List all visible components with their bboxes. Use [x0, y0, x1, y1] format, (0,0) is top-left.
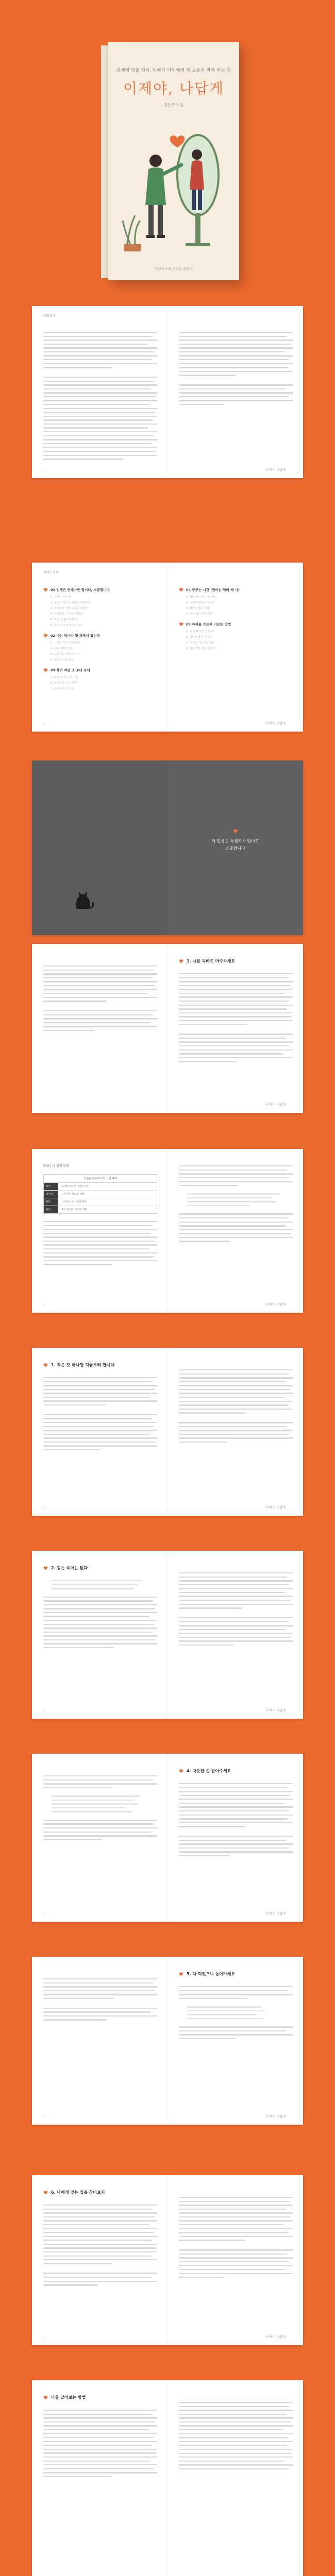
page-right	[167, 306, 303, 478]
cat-icon	[72, 889, 95, 910]
page-right	[167, 563, 303, 732]
toc-item[interactable]: 1. 첫 번째 아이 입장 중	[186, 630, 214, 633]
book-footer-title: 이제야, 나답게	[265, 468, 286, 472]
body-text	[43, 2410, 157, 2477]
book-footer-title: 이제야, 나답게	[265, 2335, 286, 2339]
table-row: 한달 지켜가야 할 가치와 계획	[44, 1198, 157, 1206]
toc-section: 03 육아 어떤 소 보다 보니 1. 동네 다 보는 건 시간 2. 소중하게 하지 않게 3. 우리 엄마의 일상	[43, 668, 157, 690]
page-number: —	[43, 1506, 46, 1510]
book-footer-title: 이제야, 나답게	[265, 1709, 286, 1713]
spread-section-2	[32, 1149, 303, 1313]
heart-icon	[43, 1566, 48, 1570]
body-text	[179, 2026, 293, 2039]
toc-item[interactable]: 4. 아이 제 내게 미안한	[186, 613, 213, 616]
body-text	[179, 1572, 293, 1646]
page-left	[32, 1348, 167, 1516]
body-text	[43, 1978, 157, 2021]
toc-heading: 차례 | 목차	[43, 571, 59, 574]
heart-icon	[179, 587, 183, 592]
page-left	[32, 306, 167, 478]
toc-item[interactable]: 2. 힘들지 않아도 괜찮은 건강하다	[51, 601, 90, 604]
section-title: 6. 나에게 맞는 일을 찾아보자	[43, 2190, 157, 2195]
toc-item[interactable]: 2. 소중하게 하지 않게	[51, 682, 76, 685]
toc-item[interactable]: 5. 지금 그대로 충분하다	[51, 618, 79, 621]
heart-icon	[170, 135, 185, 147]
toc-item[interactable]: 3. 아이를 키운다는 것은	[186, 641, 214, 645]
page-number: —	[43, 468, 46, 472]
book-front-cover	[108, 42, 239, 280]
page-right	[167, 1348, 303, 1516]
section-title: 나를 알아보는 방법	[43, 2395, 157, 2400]
spread-section-6	[32, 1957, 303, 2125]
body-text	[43, 1221, 157, 1265]
toc-section: 01 인생은 변해야만 합니다, 소중합니다 1. 우리가 사는 삶 2. 힘들지 않아도 괜찮은 건강하다 3. 엄마에게 지난 소중한 너에게 4. 다 괜찮은 것 보다 괜찮은 5. 지금 그대로 충분하다 6. 힘든 것이 뭐야 힘든 사는	[43, 587, 157, 627]
heart-icon	[179, 959, 183, 963]
book-footer-title: 이제야, 나답게	[265, 2115, 286, 2119]
section-title: 1. 작은 것 하나만 지금부터 합시다	[43, 1362, 157, 1368]
spread-prologue	[32, 306, 303, 478]
book-cover-section	[0, 0, 335, 309]
spread-toc	[32, 563, 303, 732]
page-number: —	[43, 2115, 46, 2119]
section-title: 4. 따뜻한 손 잡아주세요	[179, 1768, 293, 1774]
cover-publisher: 다산북스의 새로운 출판사	[155, 267, 193, 271]
spread-section-5	[32, 1754, 303, 1922]
chapter-intro-title: 제 인생은 특별하지 않아도 소중합니다	[211, 839, 259, 851]
toc-item[interactable]: 3. 우리 엄마의 일상	[51, 687, 74, 690]
page-left	[32, 1957, 167, 2125]
toc-item[interactable]: 1. 엄마라는 이름 엄마라는	[186, 596, 217, 599]
page-left	[32, 2175, 167, 2345]
page-right	[167, 1149, 303, 1313]
heart-icon	[179, 1769, 183, 1773]
body-text	[179, 332, 293, 405]
spread-section-3	[32, 1348, 303, 1516]
section-title: 1. 나를 똑바로 마주하세요	[179, 958, 293, 964]
table-row: 하루 나에게 주어진 시간과 기준	[44, 1183, 157, 1191]
cover-illustration	[120, 117, 228, 257]
page-number: —	[43, 722, 46, 725]
cover-author: 김은주 지음	[163, 103, 184, 107]
page-left	[32, 760, 167, 935]
page-number: —	[43, 1303, 46, 1307]
spread-section-1	[32, 944, 303, 1113]
book-footer-title: 이제야, 나답게	[265, 1912, 286, 1916]
toc-item[interactable]: 4. 힘들어 사는 없이	[51, 658, 74, 662]
heart-icon	[179, 622, 183, 626]
book-footer-title: 이제야, 나답게	[265, 1303, 286, 1307]
cover-subtitle: 관계에 멈춘 엄마, 아빠가 아이에게 꼭 보듬어 봐야 하는 것	[116, 68, 231, 73]
body-text	[179, 1783, 293, 1856]
page-right	[167, 760, 303, 935]
page-left	[32, 2380, 167, 2576]
quote-block	[52, 1580, 157, 1589]
toc-item[interactable]: 3. 엄마의 꿈을 지금	[186, 607, 209, 610]
body-text	[179, 2402, 293, 2469]
toc-section: 05 아이를 가르쳐 기르는 방법 1. 첫 번째 아이 입장 중 2. 아이는 좋은 것이다 3. 아이를 키운다는 것은 4. 아이 결정 마음 만들기	[179, 622, 293, 650]
book-footer-title: 이제야, 나답게	[265, 1103, 286, 1107]
table-row: 일년 해야 할 일의 결과와 계획	[44, 1206, 157, 1213]
toc-item[interactable]: 3. 그리 작은 행복 어디서	[51, 653, 80, 656]
section-title: 5. 다 먹었으니 돌아가세요	[179, 1971, 293, 1977]
heart-icon	[43, 1363, 48, 1367]
page-right	[167, 1754, 303, 1922]
heart-icon	[43, 2395, 48, 2400]
toc-item[interactable]: 1. 우리가 사는 삶	[51, 596, 71, 599]
book-footer-title: 이제야, 나답게	[265, 1506, 286, 1510]
page-number: —	[43, 1709, 46, 1713]
body-text	[43, 2205, 157, 2286]
body-text	[43, 332, 157, 460]
page-left	[32, 563, 167, 732]
toc-item[interactable]: 2. 아이는 좋은 것이다	[186, 636, 212, 639]
heart-icon	[43, 2190, 48, 2195]
heart-icon	[43, 587, 48, 592]
table-row: 일주일 시간 관리 목표와 계획	[44, 1191, 157, 1198]
page-left	[32, 1149, 167, 1313]
page-right	[167, 2380, 303, 2576]
body-text	[43, 1775, 157, 1788]
body-text	[179, 1165, 293, 1186]
book-footer-title: 이제야, 나답게	[265, 722, 286, 725]
spread-chapter-intro	[32, 760, 303, 935]
info-table	[43, 1174, 157, 1214]
page-left	[32, 1551, 167, 1719]
quote-block	[187, 2006, 293, 2019]
section-heading: 프롤로그	[43, 314, 56, 318]
page-number: —	[43, 1103, 46, 1107]
page-right	[167, 944, 303, 1113]
body-text	[43, 965, 157, 1031]
table-caption: 도표 | 내 삶의 균형	[43, 1164, 70, 1168]
page-right	[167, 1957, 303, 2125]
table-header: 기준을 정하게 나의 시간 체계	[44, 1175, 157, 1183]
toc-item[interactable]: 1. 기대가 가진 미래 행복	[51, 641, 80, 645]
toc-item[interactable]: 4. 다 괜찮은 것 보다 괜찮은	[51, 613, 83, 616]
toc-item[interactable]: 1. 동네 다 보는 건 시간	[51, 676, 78, 679]
cover-title: 이제야, 나답게	[123, 80, 225, 97]
spread-section-7	[32, 2175, 303, 2345]
heart-icon	[179, 1972, 183, 1976]
body-text	[179, 1369, 293, 1443]
body-text	[43, 1597, 157, 1649]
spread-section-4	[32, 1551, 303, 1719]
heart-icon	[43, 668, 48, 672]
quote-block	[52, 1795, 157, 1812]
page-number: —	[43, 2335, 46, 2339]
page-right	[167, 1551, 303, 1719]
page-left	[32, 1754, 167, 1922]
page-number: —	[43, 1912, 46, 1916]
heart-icon	[43, 633, 48, 638]
heart-icon	[233, 828, 238, 834]
toc-item[interactable]: 2. 소중한 내일은 아니다	[186, 601, 214, 604]
toc-item[interactable]: 4. 아이 결정 마음 만들기	[186, 647, 215, 650]
toc-item[interactable]: 6. 힘든 것이 뭐야 힘든 사는	[51, 624, 83, 627]
body-text	[43, 1820, 157, 1840]
body-text	[43, 1377, 157, 1450]
toc-section: 04 꿈꾸는 시간 (엄마는 엄마 제 나) 1. 엄마라는 이름 엄마라는 2. 소중한 내일은 아니다 3. 엄마의 꿈을 지금 4. 아이 제 내게 미안한	[179, 587, 293, 616]
toc-item[interactable]: 2. 나는 잘하고 있다	[51, 647, 74, 650]
quote-block	[187, 1193, 293, 1206]
body-text	[179, 1213, 293, 1242]
toc-item[interactable]: 3. 엄마에게 지난 소중한 너에게	[51, 607, 88, 610]
toc-section: 02 나는 엄마가 될 자격이 있는가 1. 기대가 가진 미래 행복 2. 나는 잘하고 있다 3. 그리 작은 행복 어디서 4. 힘들어 사는 없이	[43, 633, 157, 662]
body-text	[179, 973, 293, 1062]
page-left	[32, 944, 167, 1113]
body-text	[179, 2197, 293, 2278]
page-right	[167, 2175, 303, 2345]
body-text	[179, 1986, 293, 1999]
book	[101, 42, 239, 280]
section-title: 2. 힘든 육아는 없다	[43, 1565, 157, 1571]
spread-section-8	[32, 2380, 303, 2576]
